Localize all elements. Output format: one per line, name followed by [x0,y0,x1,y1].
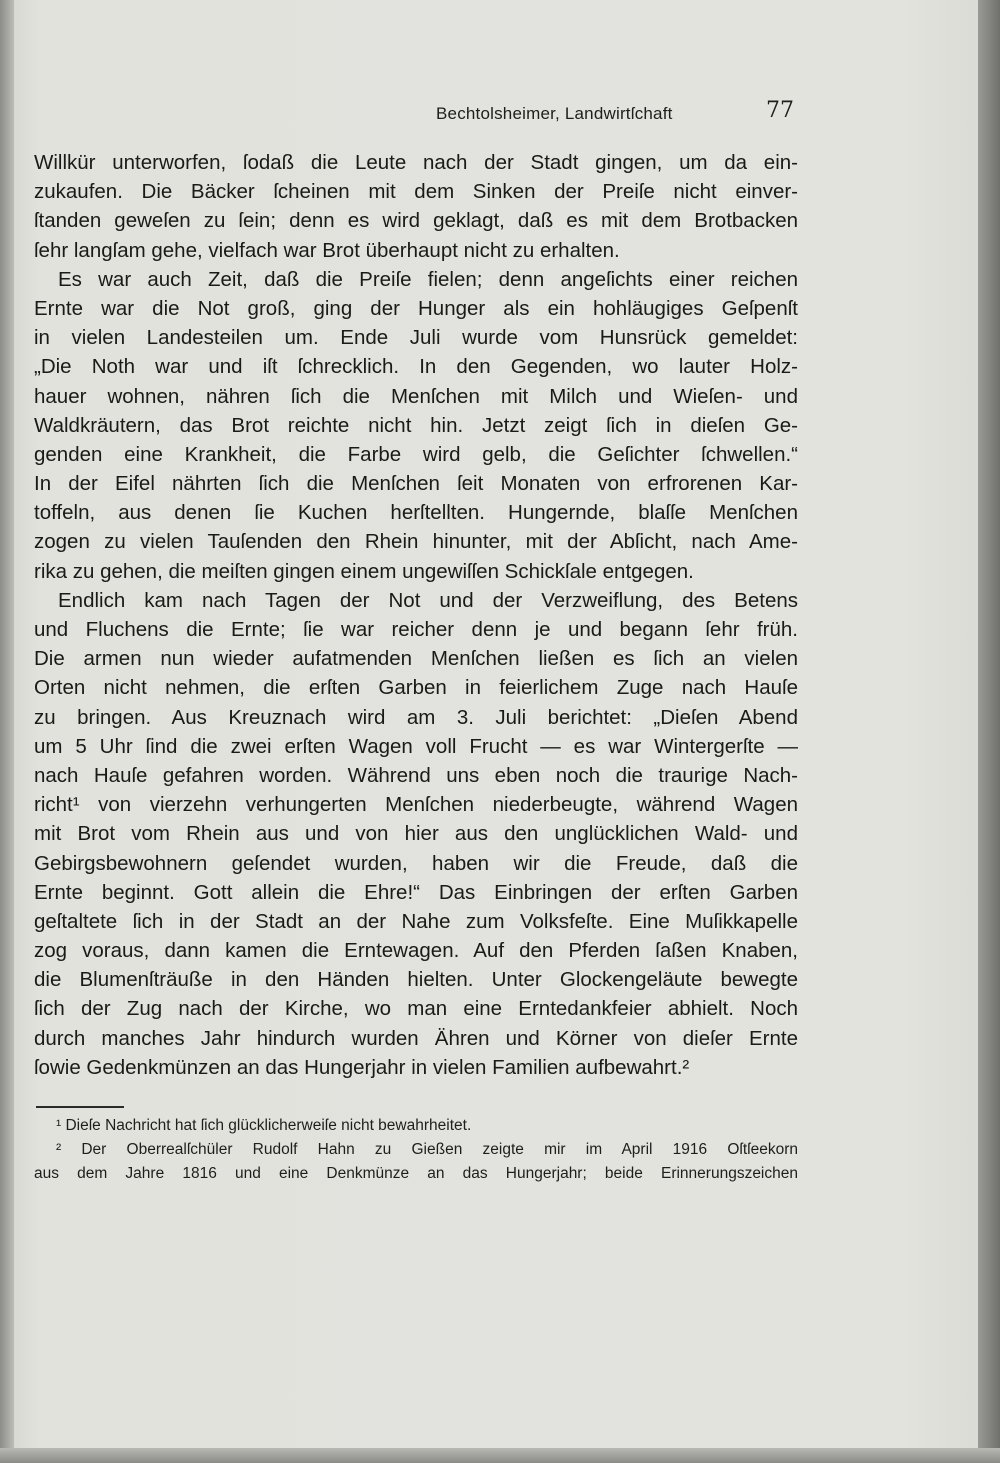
text-line: geſtaltete ſich in der Stadt an der Nahe zum Volksfeſte. Eine Muſikkapelle [34,909,798,933]
page-gutter-shadow [0,0,14,1463]
page-number: 77 [766,98,794,123]
page-bottom-edge [0,1448,1000,1463]
text-line: Endlich kam nach Tagen der Not und der Verzweiflung, des Betens [58,588,798,612]
text-line: toffeln, aus denen ſie Kuchen herſtellten. Hungernde, blaſſe Menſchen [34,501,798,525]
footnote-line: ¹ Dieſe Nachricht hat ſich glücklicherweiſe nicht bewahrheitet. [56,1117,472,1134]
text-line: „Die Noth war und iſt ſchrecklich. In den Gegenden, wo lauter Holz- [34,355,798,379]
text-line: Ernte beginnt. Gott allein die Ehre!“ Das Einbringen der erſten Garben [34,880,798,904]
running-head: Bechtolsheimer, Landwirtſchaft [436,104,673,123]
text-line: hauer wohnen, nähren ſich die Menſchen mit Milch und Wieſen- und [34,384,798,408]
body-text [34,148,798,1082]
footnote-line: ² Der Oberrealſchüler Rudolf Hahn zu Gießen zeigte mir im April 1916 Oſtſeekorn [56,1141,798,1158]
text-line: ſich der Zug nach der Kirche, wo man eine Erntedankfeier abhielt. Noch [34,997,798,1021]
text-line: Ernte war die Not groß, ging der Hunger als ein hohläugiges Geſpenſt [34,296,798,320]
text-line: Willkür unterworfen, ſodaß die Leute nach der Stadt gingen, um da ein- [34,151,798,174]
text-line: richt¹ von vierzehn verhungerten Menſchen niederbeugte, während Wagen [34,793,798,817]
text-line: nach Hauſe gefahren worden. Während uns eben noch die traurige Nach- [34,763,798,787]
text-line: ſtanden geweſen zu ſein; denn es wird geklagt, daß es mit dem Brotbacken [34,209,798,233]
text-line: Es war auch Zeit, daß die Preiſe fielen; denn angeſichts einer reichen [58,267,798,291]
footnote-line: aus dem Jahre 1816 und eine Denkmünze an das Hungerjahr; beide Erinnerungszeichen [34,1165,798,1182]
text-line: In der Eifel nährten ſich die Menſchen ſeit Monaten von erfrorenen Kar- [34,472,798,496]
text-line: rika zu gehen, die meiſten gingen einem ungewiſſen Schickſale entgegen. [34,559,694,583]
footnotes [34,1114,798,1186]
text-line: um 5 Uhr ſind die zwei erſten Wagen voll Frucht — es war Wintergerſte — [34,734,798,758]
page-header [34,98,796,132]
text-line: ſowie Gedenkmünzen an das Hungerjahr in vielen Familien aufbewahrt.² [34,1055,690,1079]
text-line: Die armen nun wieder aufatmenden Menſchen ließen es ſich an vielen [34,647,798,671]
text-line: Gebirgsbewohnern geſendet wurden, haben wir die Freude, daß die [34,851,798,875]
text-line: und Fluchens die Ernte; ſie war reicher denn je und begann ſehr früh. [34,618,798,641]
text-line: die Blumenſträuße in den Händen hielten. Unter Glockengeläute bewegte [34,968,798,992]
page-right-edge [978,0,1000,1463]
text-line: zu bringen. Aus Kreuznach wird am 3. Juli berichtet: „Dieſen Abend [34,705,798,729]
text-line: durch manches Jahr hindurch wurden Ähren und Körner von dieſer Ernte [34,1026,798,1050]
text-line: in vielen Landesteilen um. Ende Juli wurde vom Hunsrück gemeldet: [34,326,798,350]
text-line: mit Brot vom Rhein aus und von hier aus den unglücklichen Wald- und [34,822,798,846]
text-line: zogen zu vielen Tauſenden den Rhein hinunter, mit der Abſicht, nach Ame- [34,530,798,554]
text-line: zukaufen. Die Bäcker ſcheinen mit dem Sinken der Preiſe nicht einver- [34,180,798,204]
text-line: Orten nicht nehmen, die erſten Garben in feierlichem Zuge nach Hauſe [34,676,798,700]
text-line: genden eine Krankheit, die Farbe wird gelb, die Geſichter ſchwellen.“ [34,442,798,466]
footnote-separator [36,1106,124,1108]
text-line: ſehr langſam gehe, vielfach war Brot überhaupt nicht zu erhalten. [34,238,620,262]
text-line: Waldkräutern, das Brot reichte nicht hin. Jetzt zeigt ſich in dieſen Ge- [34,413,798,437]
text-line: zog voraus, dann kamen die Erntewagen. Auf den Pferden ſaßen Knaben, [34,939,798,963]
